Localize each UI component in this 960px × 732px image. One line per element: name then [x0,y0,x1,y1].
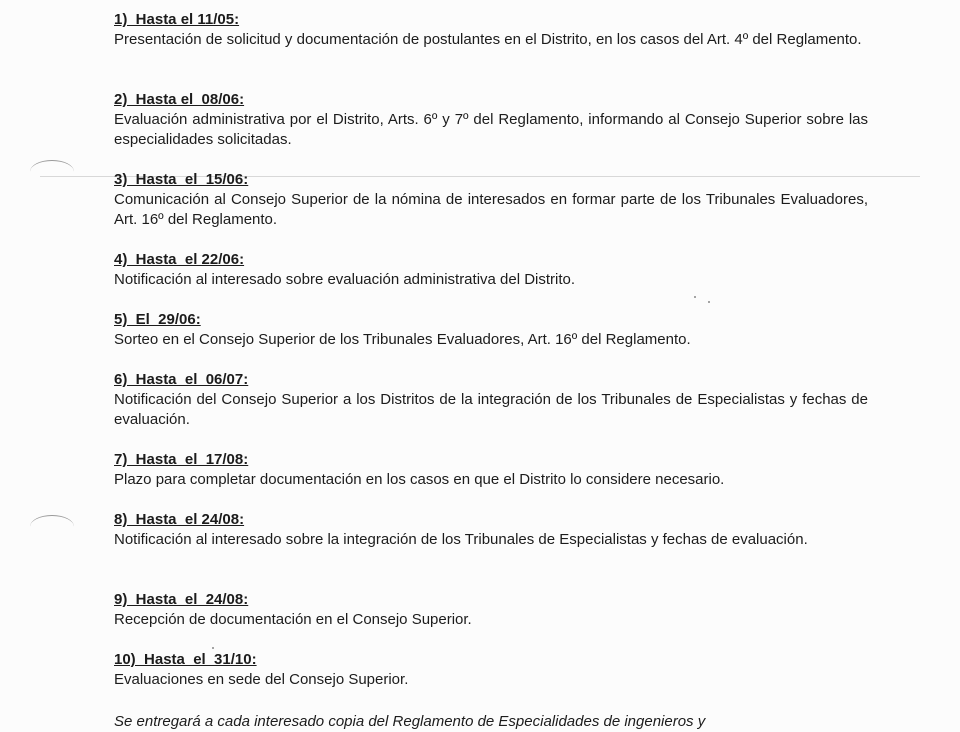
schedule-item [114,250,868,290]
item-body: Recepción de documentación en el Consejo Superior. [114,611,472,628]
item-heading: 7) Hasta el 17/08: [114,451,249,468]
schedule-item [114,650,868,690]
schedule-item [114,170,868,230]
punch-hole-mark [30,160,74,183]
schedule-item [114,510,868,550]
item-heading: 8) Hasta el 24/08: [114,511,245,528]
scan-speck [694,296,696,298]
item-heading: 4) Hasta el 22/06: [114,251,245,268]
item-heading: 2) Hasta el 08/06: [114,91,245,108]
scan-speck [212,647,214,649]
item-body: Plazo para completar documentación en los casos en que el Distrito lo considere necesario. [114,471,725,488]
schedule-item [114,590,868,630]
item-body: Notificación al interesado sobre evaluación administrativa del Distrito. [114,271,576,288]
item-heading: 1) Hasta el 11/05: [114,11,240,28]
item-body: Sorteo en el Consejo Superior de los Tribunales Evaluadores, Art. 16º del Reglamento. [114,331,691,348]
item-body: Comunicación al Consejo Superior de la nómina de interesados en formar parte de los Tribunales Evaluadores, Art. 16º del Reglamento. [114,191,868,228]
schedule-item [114,10,868,50]
item-body: Evaluación administrativa por el Distrito, Arts. 6º y 7º del Reglamento, informando al Consejo Superior sobre las especialidades solicitadas. [114,111,868,148]
cut-off-paragraph: Se entregará a cada interesado copia del Reglamento de Especialidades de ingenieros y [114,713,706,730]
schedule-item [114,310,868,350]
schedule-item [114,370,868,430]
item-heading: 3) Hasta el 15/06: [114,171,249,188]
item-body: Evaluaciones en sede del Consejo Superior. [114,671,409,688]
scan-speck [708,301,710,303]
item-heading: 6) Hasta el 06/07: [114,371,249,388]
schedule-item [114,450,868,490]
item-heading: 5) El 29/06: [114,311,201,328]
punch-hole-mark [30,515,74,538]
item-heading: 9) Hasta el 24/08: [114,591,249,608]
item-body: Notificación al interesado sobre la integración de los Tribunales de Especialistas y fechas de evaluación. [114,531,808,548]
schedule-item [114,90,868,150]
item-body: Presentación de solicitud y documentación de postulantes en el Distrito, en los casos del Art. 4º del Reglamento. [114,31,862,48]
item-body: Notificación del Consejo Superior a los Distritos de la integración de los Tribunales de Especialistas y fechas de evaluación. [114,391,868,428]
item-heading: 10) Hasta el 31/10: [114,651,257,668]
